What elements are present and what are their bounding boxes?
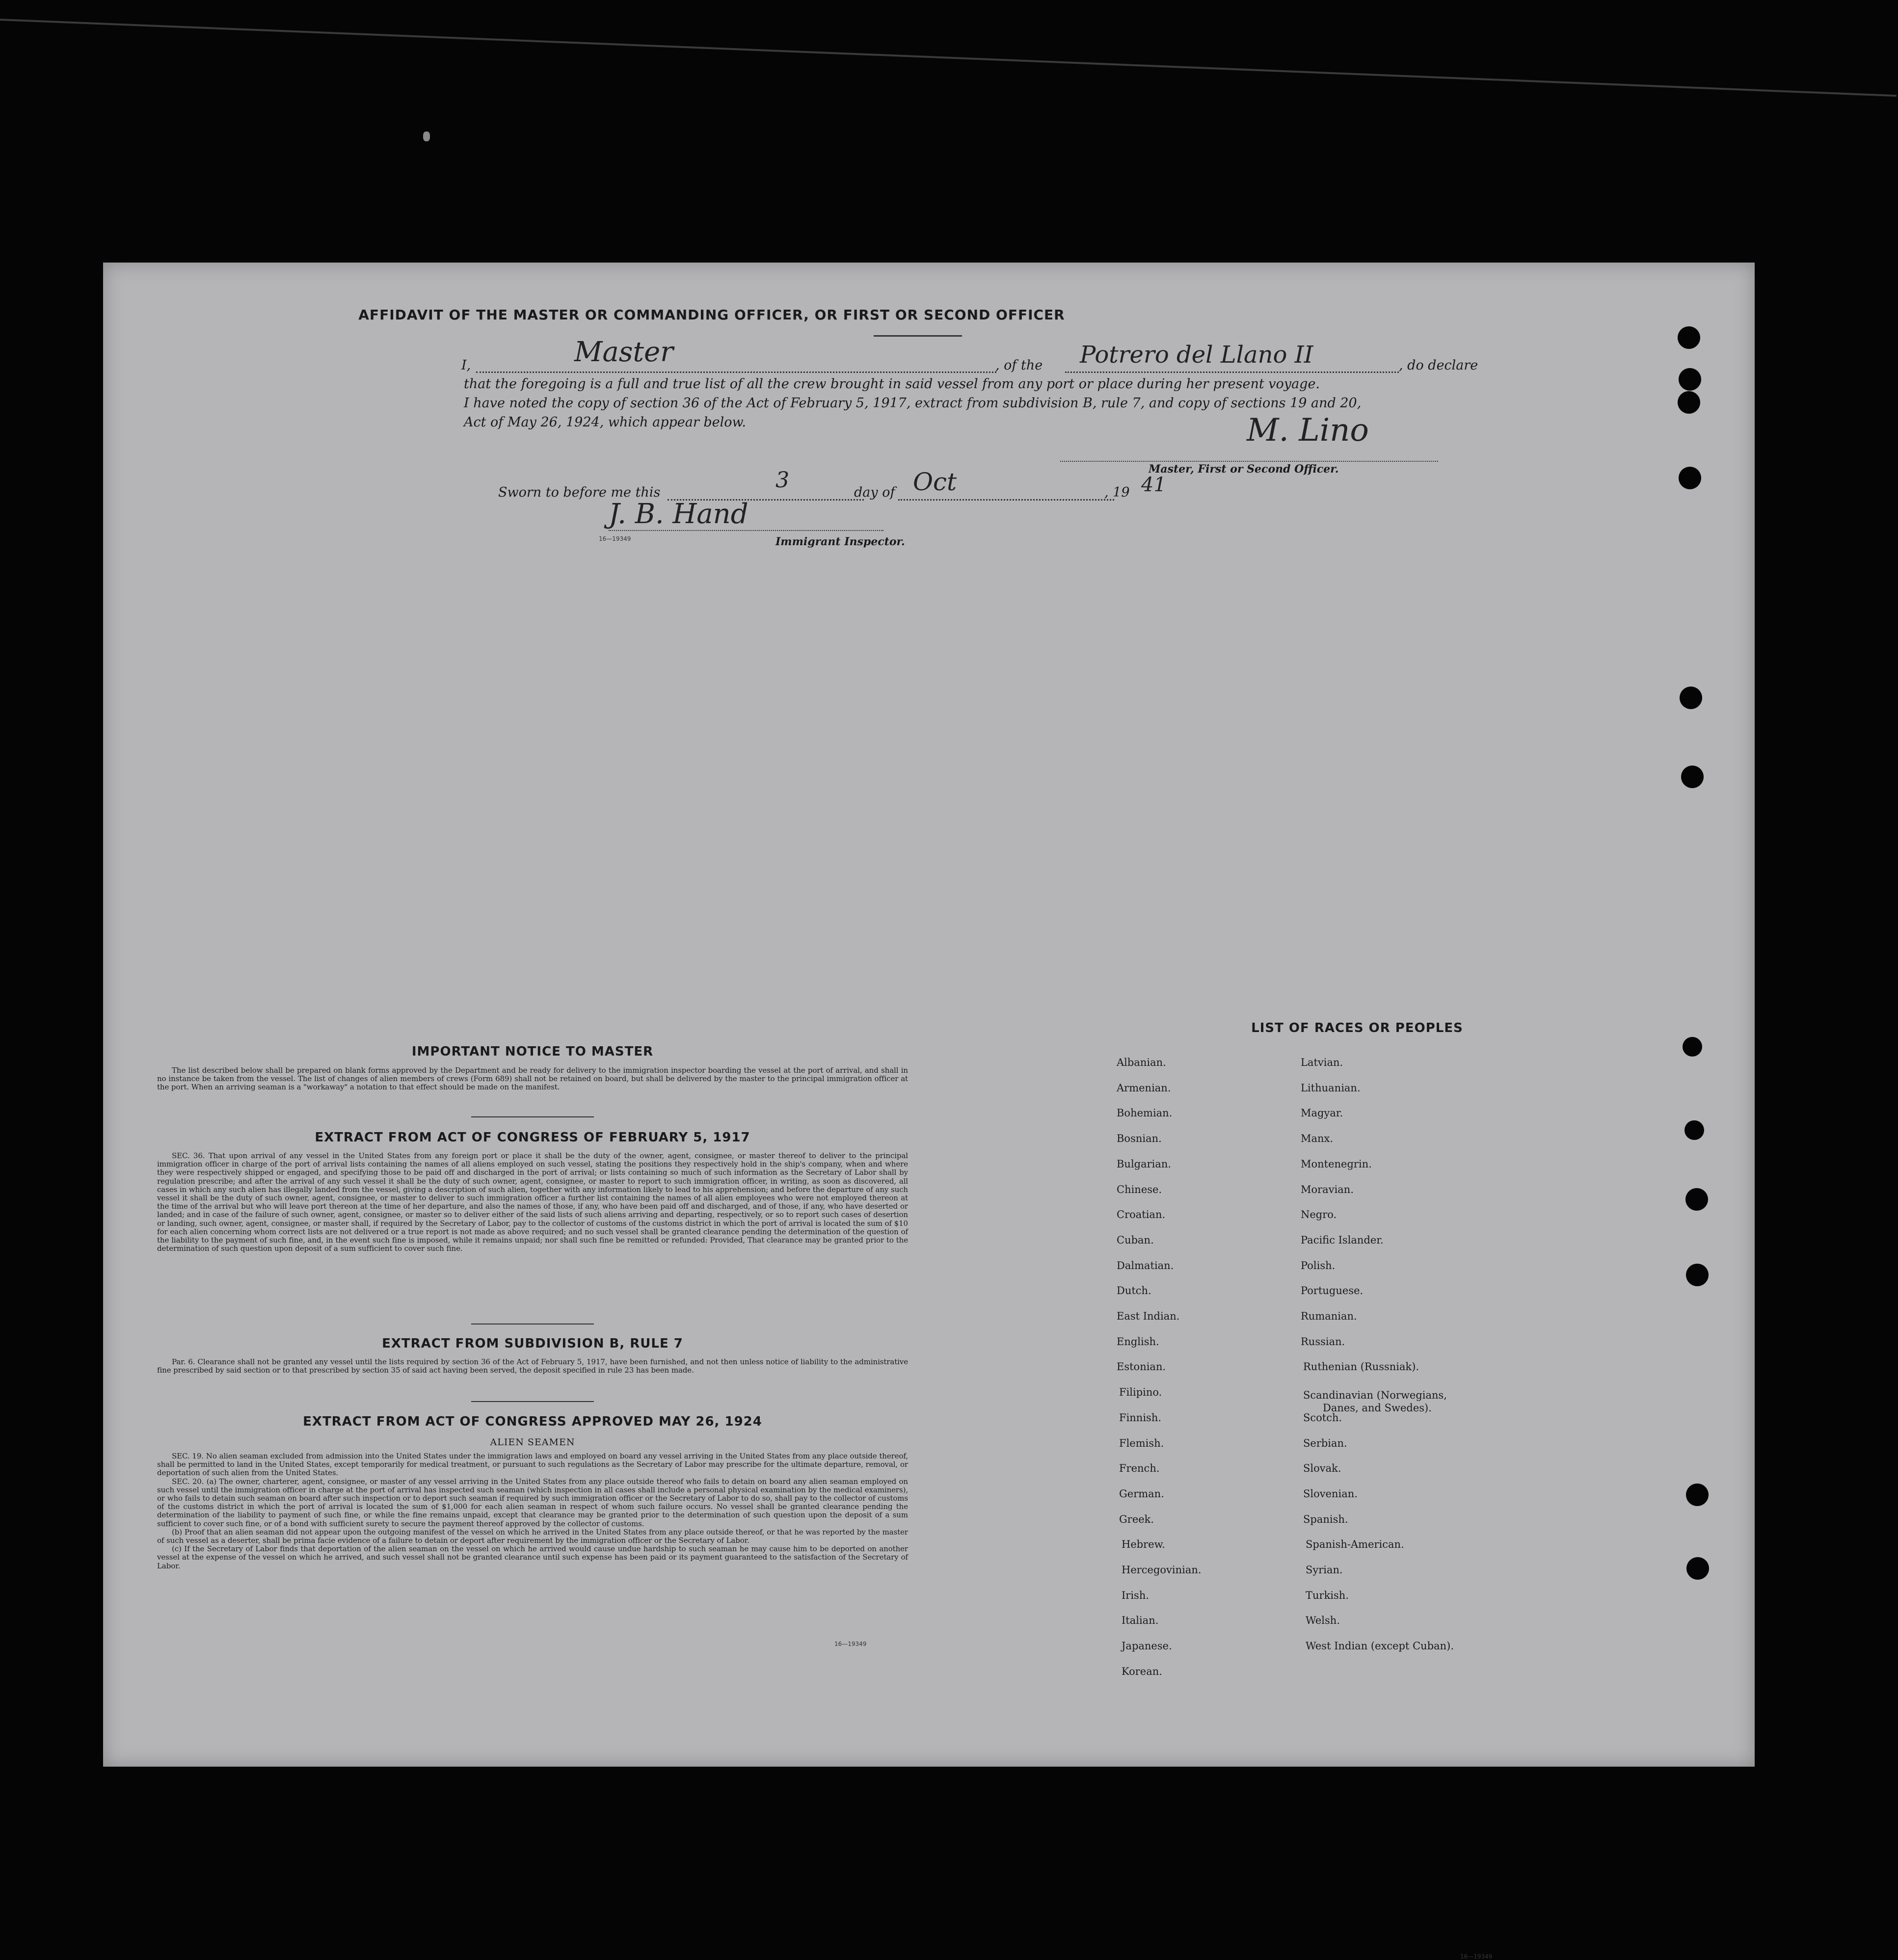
section-divider <box>471 1116 594 1117</box>
officer-label: Master, First or Second Officer. <box>1149 463 1339 476</box>
notice-text <box>157 1066 908 1092</box>
race-item: Estonian. <box>1117 1361 1166 1373</box>
race-item: Scandinavian (Norwegians, <box>1303 1389 1447 1402</box>
race-item: Spanish. <box>1303 1513 1348 1525</box>
race-item: Turkish. <box>1306 1589 1349 1601</box>
race-item: Serbian. <box>1303 1437 1347 1449</box>
inspector-line <box>609 530 883 531</box>
race-item: Lithuanian. <box>1301 1082 1361 1094</box>
affidavit-title: AFFIDAVIT OF THE MASTER OR COMMANDING OFFICER, OR FIRST OR SECOND OFFICER <box>358 307 1065 323</box>
punch-hole <box>1679 467 1701 489</box>
section-20a-paragraph: SEC. 20. (a) The owner, charterer, agent, consignee, or master of any vessel arriving in the United States from any place outside thereof who fails to detain on board any alien seaman employed on such vessel until the immigration officer in charge at the port of arrival has inspected such seaman (which inspection in all cases shall include a personal physical examination by the medical examiners), or who fails to detain such seaman on board after such inspection or to deport such seaman if required by such immigration officer or the Secretary of Labor to do so, shall pay to the collector of customs of the customs district in which the port of arrival is located the sum of $1,000 for each alien seaman in respect of whom such failure occurs. No vessel shall be granted clearance pending the determination of the liability to payment of such fine, or while the fine remains unpaid, except that clearance may be granted prior to the determination of such question upon the deposit of a sum sufficient to cover such fine, or of a bond with sufficient surety to secure the payment thereof approved by the collector of customs. <box>157 1477 908 1528</box>
race-item: Manx. <box>1301 1133 1334 1145</box>
affidavit-line-2: that the foregoing is a full and true list of all the crew brought in said vessel from any port or place during her present voyage. <box>464 376 1320 392</box>
i-label: I, <box>461 358 471 373</box>
race-item: Finnish. <box>1119 1411 1162 1424</box>
race-item: Irish. <box>1122 1589 1149 1601</box>
punch-hole <box>1680 687 1702 709</box>
rule7-title: EXTRACT FROM SUBDIVISION B, RULE 7 <box>382 1336 683 1351</box>
race-item: Rumanian. <box>1301 1310 1357 1322</box>
section-20c-paragraph: (c) If the Secretary of Labor finds that deportation of the alien seaman on the vessel on which he arrived would cause undue hardship to such seaman he may cause him to be deported on another vessel at the expense of the vessel on which he arrived, and such vessel shall not be granted clearance until such expense has been paid or its payment guaranteed to the satisfaction of the Secretary of Labor. <box>157 1544 908 1570</box>
alien-seamen-subtitle: ALIEN SEAMEN <box>490 1437 575 1448</box>
punch-hole <box>1678 391 1700 414</box>
master-field-line <box>476 371 996 373</box>
do-declare-label: , do declare <box>1399 358 1478 373</box>
race-item: Chinese. <box>1117 1183 1162 1195</box>
year-handwritten: 41 <box>1141 474 1166 496</box>
race-item: Hercegovinian. <box>1122 1564 1202 1576</box>
race-item: French. <box>1119 1462 1160 1475</box>
section-divider <box>471 1401 594 1402</box>
officer-signature: M. Lino <box>1247 412 1369 449</box>
month-field-line <box>898 499 1114 501</box>
race-item: Croatian. <box>1117 1209 1166 1221</box>
race-item: Cuban. <box>1117 1234 1154 1246</box>
scan-speck <box>423 132 430 141</box>
punch-hole <box>1686 1264 1709 1286</box>
race-item: Negro. <box>1301 1209 1337 1221</box>
rule7-text <box>157 1358 908 1375</box>
rule7-paragraph: Par. 6. Clearance shall not be granted any vessel until the lists required by section 36 of the Act of February 5, 1917, have been furnished, and not then unless notice of liability to the administrative fine prescribed by said section or to that prescribed by section 35 of said act having been served, the deposit specified in rule 23 has been made. <box>157 1357 908 1375</box>
of-the-label: , of the <box>995 358 1043 373</box>
race-item: Dalmatian. <box>1117 1259 1174 1271</box>
punch-hole <box>1678 326 1700 349</box>
race-item: Bohemian. <box>1117 1107 1173 1119</box>
race-item: Polish. <box>1301 1259 1336 1271</box>
race-item: Magyar. <box>1301 1107 1343 1119</box>
extract-1924-title: EXTRACT FROM ACT OF CONGRESS APPROVED MAY 26, 1924 <box>303 1414 762 1429</box>
race-item: Armenian. <box>1117 1082 1171 1094</box>
day-handwritten: 3 <box>775 468 789 493</box>
race-item: Spanish-American. <box>1306 1538 1404 1551</box>
race-item: Korean. <box>1122 1665 1162 1677</box>
race-item: Bosnian. <box>1117 1133 1162 1145</box>
punch-hole <box>1681 766 1704 788</box>
affidavit-line-4: Act of May 26, 1924, which appear below. <box>464 415 746 430</box>
race-item: Danes, and Swedes). <box>1323 1402 1432 1414</box>
section-19-paragraph: SEC. 19. No alien seaman excluded from admission into the United States under the immigration laws and employed on board any vessel arriving in the United States from any place outside thereof, shall be permitted to land in the United States, except temporarily for medical treatment, or pursuant to such regulations as the Secretary of Labor may prescribe for the ultimate departure, removal, or deportation of such alien from the United States. <box>157 1452 908 1478</box>
punch-hole <box>1683 1037 1702 1057</box>
section-20b-paragraph: (b) Proof that an alien seaman did not appear upon the outgoing manifest of the vessel on which he arrived in the United States from any place outside thereof, or that he was reported by the master of such vessel as a deserter, shall be prima facie evidence of a failure to detain or deport after requirement by the immigration officer or the Secretary of Labor. <box>157 1527 908 1545</box>
inspector-label: Immigrant Inspector. <box>775 535 905 548</box>
race-item: Dutch. <box>1117 1285 1151 1297</box>
race-item: Syrian. <box>1306 1564 1343 1576</box>
notice-paragraph: The list described below shall be prepared on blank forms approved by the Department and be ready for delivery to the immigration inspector boarding the vessel at the port of arrival, and shall in no instance be taken from the vessel. The list of changes of alien members of crews (Form 689) shall not be retained on board, but shall be delivered by the master to the principal immigration officer at the port. When an arriving seaman is a "workaway" a notation to that effect should be made on the manifest. <box>157 1066 908 1092</box>
punch-hole <box>1685 1188 1708 1211</box>
affidavit-form-number: 16—19349 <box>599 535 631 542</box>
race-item: Filipino. <box>1119 1386 1162 1399</box>
race-item: Welsh. <box>1306 1615 1340 1627</box>
signature-line <box>1060 461 1438 462</box>
extract-1924-text <box>157 1452 908 1570</box>
day-of-label: day of <box>854 485 895 500</box>
race-item: Pacific Islander. <box>1301 1234 1384 1246</box>
extract-form-number: 16—19349 <box>834 1641 867 1647</box>
race-item: Greek. <box>1119 1513 1154 1525</box>
extract-1917-title: EXTRACT FROM ACT OF CONGRESS OF FEBRUARY 5, 1917 <box>315 1130 750 1145</box>
race-item: Hebrew. <box>1122 1538 1165 1551</box>
sworn-label: Sworn to before me this <box>498 485 661 500</box>
race-item: German. <box>1119 1487 1164 1500</box>
race-item: Ruthenian (Russniak). <box>1303 1361 1419 1373</box>
race-item: Bulgarian. <box>1117 1158 1172 1170</box>
affidavit-line-3: I have noted the copy of section 36 of the Act of February 5, 1917, extract from subdivision B, rule 7, and copy of sections 19 and 20, <box>464 396 1362 411</box>
document-sheet <box>103 263 1755 1960</box>
race-item: Flemish. <box>1119 1437 1164 1449</box>
race-item: Moravian. <box>1301 1183 1354 1195</box>
race-item: Portuguese. <box>1301 1285 1363 1297</box>
vessel-field-line <box>1065 371 1399 373</box>
race-item: Montenegrin. <box>1301 1158 1372 1170</box>
race-item: West Indian (except Cuban). <box>1306 1640 1454 1652</box>
race-item: Scotch. <box>1303 1411 1342 1424</box>
month-handwritten: Oct <box>913 468 957 496</box>
master-handwritten: Master <box>574 336 673 368</box>
scan-edge-line <box>0 19 1897 97</box>
race-item: Slovak. <box>1303 1462 1341 1475</box>
race-item: English. <box>1117 1335 1159 1348</box>
extract-1917-text <box>157 1152 908 1253</box>
punch-hole <box>1684 1120 1704 1140</box>
race-item: Latvian. <box>1301 1057 1343 1068</box>
punch-hole <box>1686 1483 1709 1506</box>
race-item: Russian. <box>1301 1335 1345 1348</box>
title-rule <box>874 335 962 337</box>
year-prefix: , 19 <box>1104 485 1130 500</box>
punch-hole <box>1686 1557 1709 1580</box>
race-item: East Indian. <box>1117 1310 1180 1322</box>
inspector-signature: J. B. Hand <box>609 498 749 530</box>
race-item: Italian. <box>1122 1615 1159 1627</box>
races-form-number: 16—19349 <box>1460 1953 1493 1960</box>
vessel-handwritten: Potrero del Llano II <box>1080 341 1313 369</box>
race-item: Albanian. <box>1117 1057 1166 1068</box>
section-36-paragraph: SEC. 36. That upon arrival of any vessel in the United States from any foreign port or place it shall be the duty of the owner, agent, consignee, or master thereof to deliver to the principal immigration officer in charge of the port of arrival lists containing the names of all aliens employed on such vessel, stating the positions they respectively hold in the ship's company, when and where they were respectively shipped or engaged, and specifying those to be paid off and discharged in the port of arrival; or lists containing so much of such information as the Secretary of Labor shall by regulation prescribe; and after the arrival of any such vessel it shall be the duty of such owner, agent, consignee, or master to report to such immigration officer, in writing, as soon as discovered, all cases in which any such alien has illegally landed from the vessel, giving a description of such alien, together with any information likely to lead to his apprehension; and before the departure of any such vessel it shall be the duty of such owner, agent, consignee, or master to deliver to such immigration officer a further list containing the names of all alien employees who were not employed thereon at the time of the arrival but who will leave port thereon at the time of her departure, and also the names of those, if any, who have been paid off and discharged, and of those, if any, who have deserted or landed; and in case of the failure of such owner, agent, consignee, or master so to deliver either of the said lists of such aliens arriving and departing, respectively, or so to report such cases of desertion or landing, such owner, agent, consignee, or master shall, if required by the Secretary of Labor, pay to the collector of customs of the customs district in which the port of arrival is located the sum of $10 for each alien concerning whom correct lists are not delivered or a true report is not made as above required; and no such vessel shall be granted clearance pending the determination of the question of the liability to the payment of such fine, and, in the event such fine is imposed, while it remains unpaid; nor shall such fine be remitted or refunded: Provided, That clearance may be granted prior to the determination of such question upon deposit of a sum sufficient to cover such fine. <box>157 1151 908 1253</box>
punch-hole <box>1679 368 1701 391</box>
race-item: Slovenian. <box>1303 1487 1358 1500</box>
notice-title: IMPORTANT NOTICE TO MASTER <box>411 1044 654 1059</box>
races-title: LIST OF RACES OR PEOPLES <box>1251 1021 1463 1035</box>
race-item: Japanese. <box>1122 1640 1172 1652</box>
